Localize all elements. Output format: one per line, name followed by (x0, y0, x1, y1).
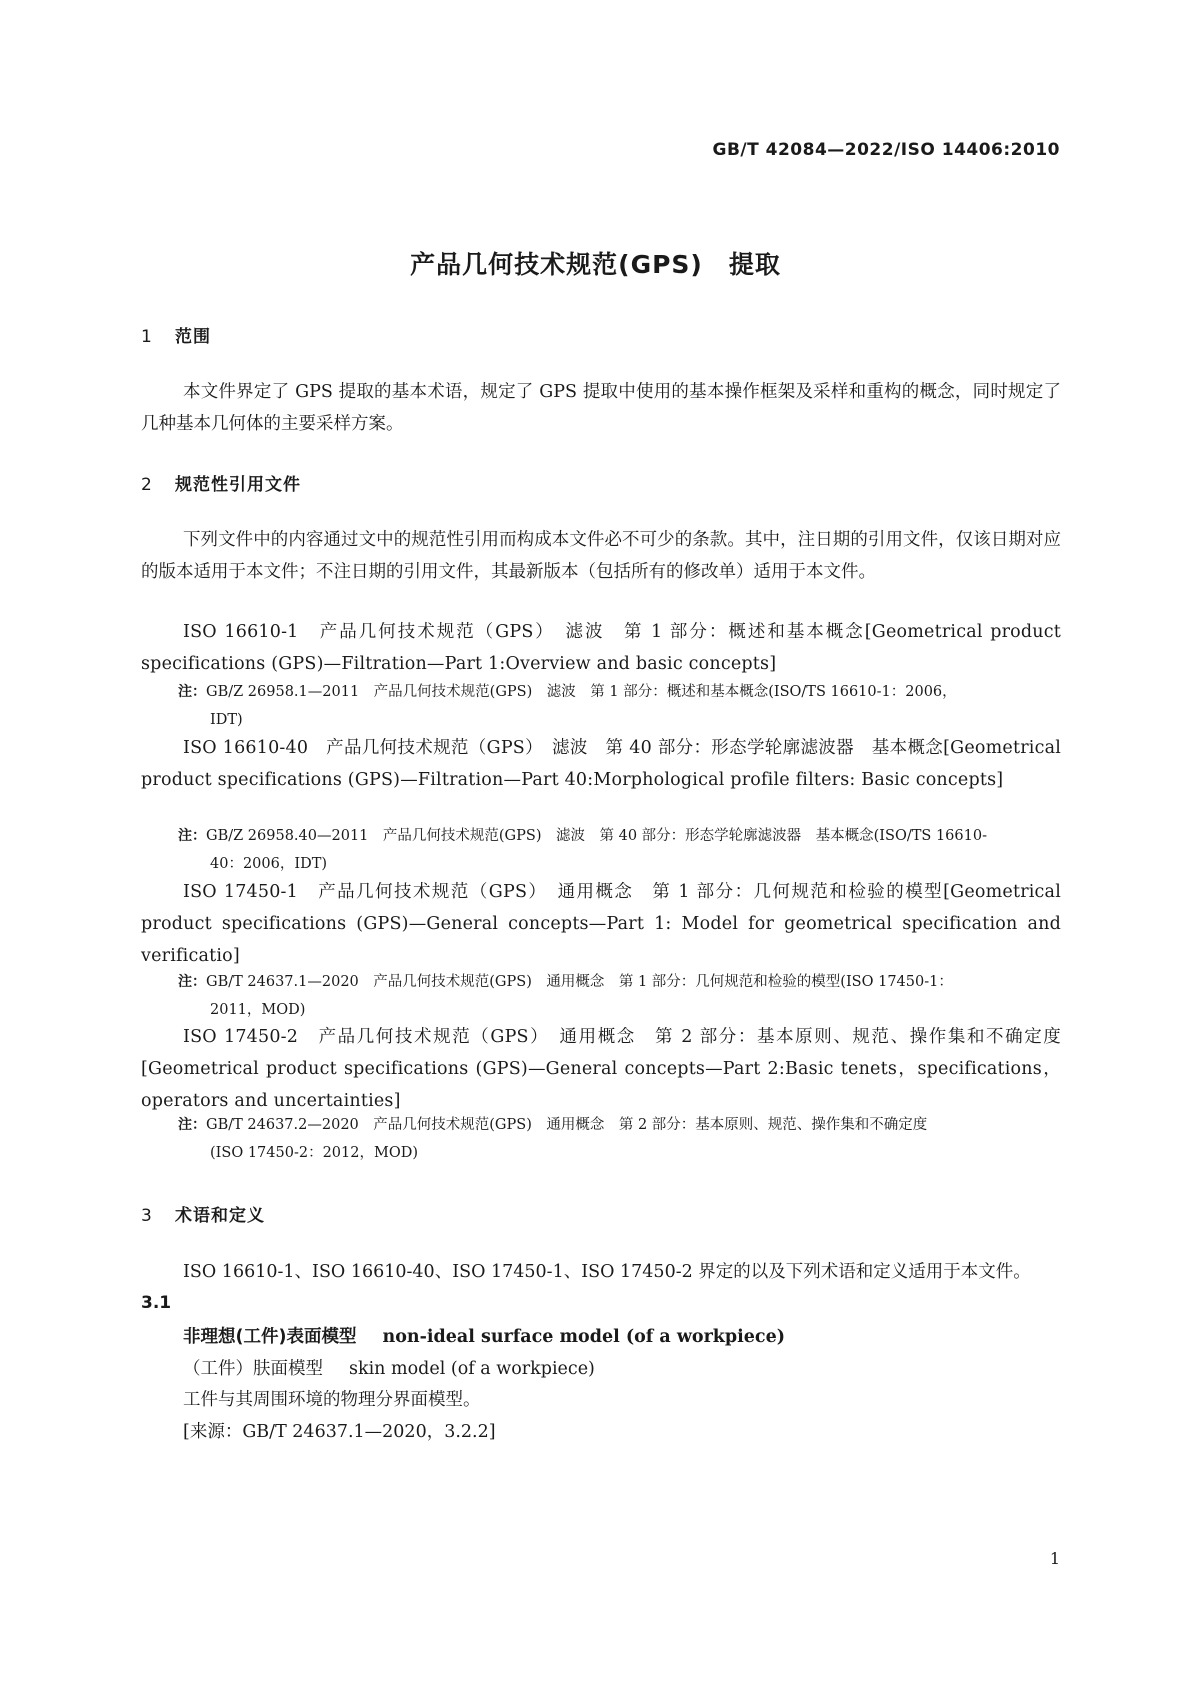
section-title: 范围 (175, 327, 211, 347)
section-number: 1 (141, 327, 153, 347)
note-label: 注： (178, 1117, 206, 1133)
note-label: 注： (178, 828, 206, 844)
term-source: [来源：GB/T 24637.1—2020，3.2.2] (183, 1422, 496, 1442)
note-text-continued: IDT) (210, 712, 243, 728)
term-number: 3.1 (141, 1293, 172, 1313)
term-preferred-en: non-ideal surface model (of a workpiece) (382, 1327, 785, 1347)
normative-reference: ISO 16610-1 产品几何技术规范（GPS） 滤波 第 1 部分：概述和基本概念[Geometrical product specifications (GPS)—Filtration—Part 1:Overview and basic concepts] (141, 622, 1061, 674)
normative-reference: ISO 17450-1 产品几何技术规范（GPS） 通用概念 第 1 部分：几何规范和检验的模型[Geometrical product specifications (GPS)—General concepts—Part 1: Model for geometrical specification and verificatio] (141, 882, 1061, 966)
section-number: 3 (141, 1206, 153, 1226)
section-number: 2 (141, 475, 153, 495)
note-text: GB/T 24637.2—2020 产品几何技术规范(GPS) 通用概念 第 2 部分：基本原则、规范、操作集和不确定度 (206, 1117, 928, 1133)
normative-reference: ISO 16610-40 产品几何技术规范（GPS） 滤波 第 40 部分：形态学轮廓滤波器 基本概念[Geometrical product specifications (GPS)—Filtration—Part 40:Morphological profile filters: Basic concepts] (141, 738, 1061, 790)
reference-note (178, 822, 1061, 878)
note-label: 注： (178, 684, 206, 700)
note-label: 注： (178, 974, 206, 990)
note-text: GB/T 24637.1—2020 产品几何技术规范(GPS) 通用概念 第 1 部分：几何规范和检验的模型(ISO 17450-1： (206, 974, 953, 990)
section-1-paragraph: 本文件界定了 GPS 提取的基本术语，规定了 GPS 提取中使用的基本操作框架及采样和重构的概念，同时规定了几种基本几何体的主要采样方案。 (141, 382, 1061, 434)
note-text: GB/Z 26958.40—2011 产品几何技术规范(GPS) 滤波 第 40 部分：形态学轮廓滤波器 基本概念(ISO/TS 16610- (206, 828, 987, 844)
reference-note (178, 678, 1061, 734)
note-text-continued: 2011，MOD) (210, 1002, 306, 1018)
term-preferred-zh: 非理想(工件)表面模型 (183, 1327, 357, 1347)
section-title: 规范性引用文件 (175, 475, 301, 495)
term-preferred (183, 1323, 785, 1348)
term-admitted-en: skin model (of a workpiece) (349, 1359, 595, 1379)
section-2-paragraph: 下列文件中的内容通过文中的规范性引用而构成本文件必不可少的条款。其中，注日期的引用文件，仅该日期对应的版本适用于本文件；不注日期的引用文件，其最新版本（包括所有的修改单）适用于本文件。 (141, 530, 1061, 582)
section-3-paragraph: ISO 16610-1、ISO 16610-40、ISO 17450-1、ISO 17450-2 界定的以及下列术语和定义适用于本文件。 (183, 1262, 1031, 1282)
section-title: 术语和定义 (175, 1206, 265, 1226)
note-text-continued: (ISO 17450-2：2012，MOD) (210, 1145, 418, 1161)
note-text: GB/Z 26958.1—2011 产品几何技术规范(GPS) 滤波 第 1 部分：概述和基本概念(ISO/TS 16610-1：2006， (206, 684, 957, 700)
section-1-heading (141, 322, 211, 347)
reference-note (178, 1111, 1061, 1167)
term-admitted-zh: （工件）肤面模型 (183, 1359, 323, 1379)
term-definition: 工件与其周围环境的物理分界面模型。 (183, 1390, 481, 1410)
standard-code-header: GB/T 42084—2022/ISO 14406:2010 (712, 140, 1060, 160)
term-admitted (183, 1355, 595, 1380)
document-title: 产品几何技术规范(GPS) 提取 (410, 250, 781, 279)
section-2-heading (141, 470, 301, 495)
note-text-continued: 40：2006，IDT) (210, 856, 328, 872)
reference-note (178, 968, 1061, 1024)
section-3-heading (141, 1201, 265, 1226)
page-number: 1 (1049, 1549, 1060, 1568)
normative-reference: ISO 17450-2 产品几何技术规范（GPS） 通用概念 第 2 部分：基本原则、规范、操作集和不确定度[Geometrical product specifications (GPS)—General concepts—Part 2:Basic tenets，specifications，operators and uncertainties] (141, 1027, 1061, 1111)
